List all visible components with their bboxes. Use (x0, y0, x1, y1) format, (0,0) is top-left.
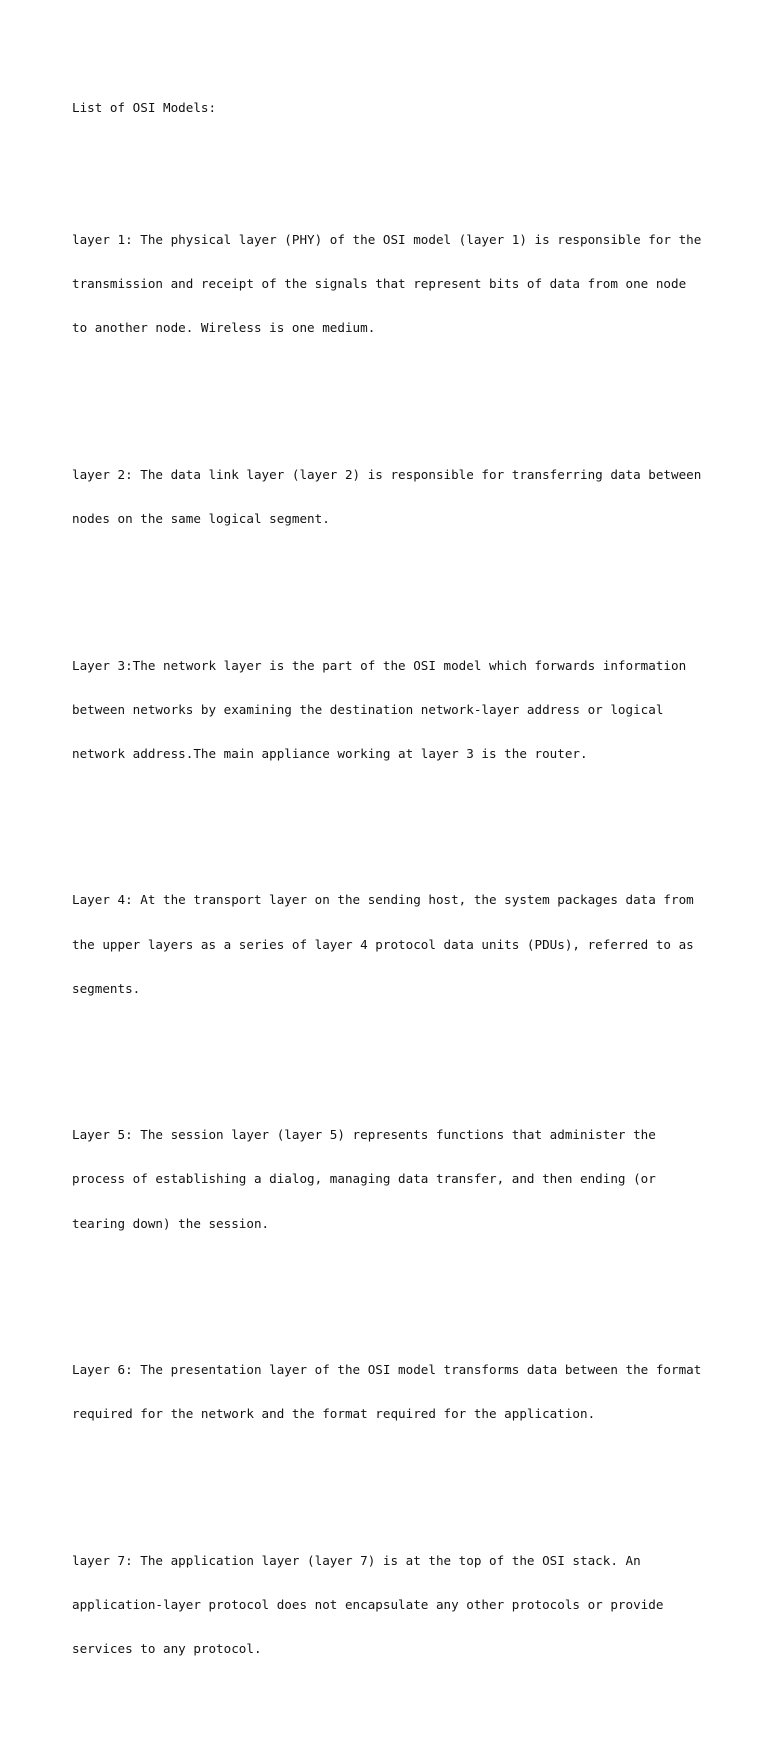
paragraph-line: process of establishing a dialog, managing data transfer, and then ending (or (72, 1171, 656, 1187)
paragraph-line: layer 1: The physical layer (PHY) of the OSI model (layer 1) is responsible for the (72, 232, 702, 248)
document-heading: List of OSI Models: (72, 100, 217, 116)
layer-4-paragraph (72, 864, 712, 1026)
paragraph-line: application-layer protocol does not encapsulate any other protocols or provide (72, 1596, 664, 1612)
paragraph-line: services to any protocol. (72, 1641, 262, 1657)
paragraph-line: layer 2: The data link layer (layer 2) is responsible for transferring data between (72, 466, 702, 482)
paragraph-line: network address.The main appliance working at layer 3 is the router. (72, 745, 588, 761)
layer-5-paragraph (72, 1099, 712, 1261)
layer-2-paragraph (72, 438, 712, 556)
paragraph-line: layer 7: The application layer (layer 7) is at the top of the OSI stack. An (72, 1552, 641, 1568)
paragraph-line: segments. (72, 980, 141, 996)
paragraph-line: Layer 6: The presentation layer of the OSI model transforms data between the format (72, 1362, 702, 1378)
paragraph-line: the upper layers as a series of layer 4 protocol data units (PDUs), referred to as (72, 936, 694, 952)
paragraph-line: transmission and receipt of the signals that represent bits of data from one node (72, 276, 687, 292)
layer-7-paragraph (72, 1524, 712, 1686)
paragraph-line: tearing down) the session. (72, 1215, 270, 1231)
paragraph-line: Layer 4: At the transport layer on the sending host, the system packages data from (72, 892, 694, 908)
paragraph-line: to another node. Wireless is one medium. (72, 320, 376, 336)
paragraph-line: Layer 3:The network layer is the part of the OSI model which forwards information (72, 657, 687, 673)
layer-3-paragraph (72, 629, 712, 791)
layer-6-paragraph (72, 1334, 712, 1452)
paragraph-line: nodes on the same logical segment. (72, 510, 330, 526)
paragraph-line: Layer 5: The session layer (layer 5) represents functions that administer the (72, 1127, 656, 1143)
document-page (72, 72, 712, 1759)
paragraph-line: required for the network and the format required for the application. (72, 1406, 596, 1422)
layer-1-paragraph (72, 204, 712, 366)
paragraph-line: between networks by examining the destination network-layer address or logical (72, 701, 664, 717)
layer-list (72, 174, 712, 1744)
